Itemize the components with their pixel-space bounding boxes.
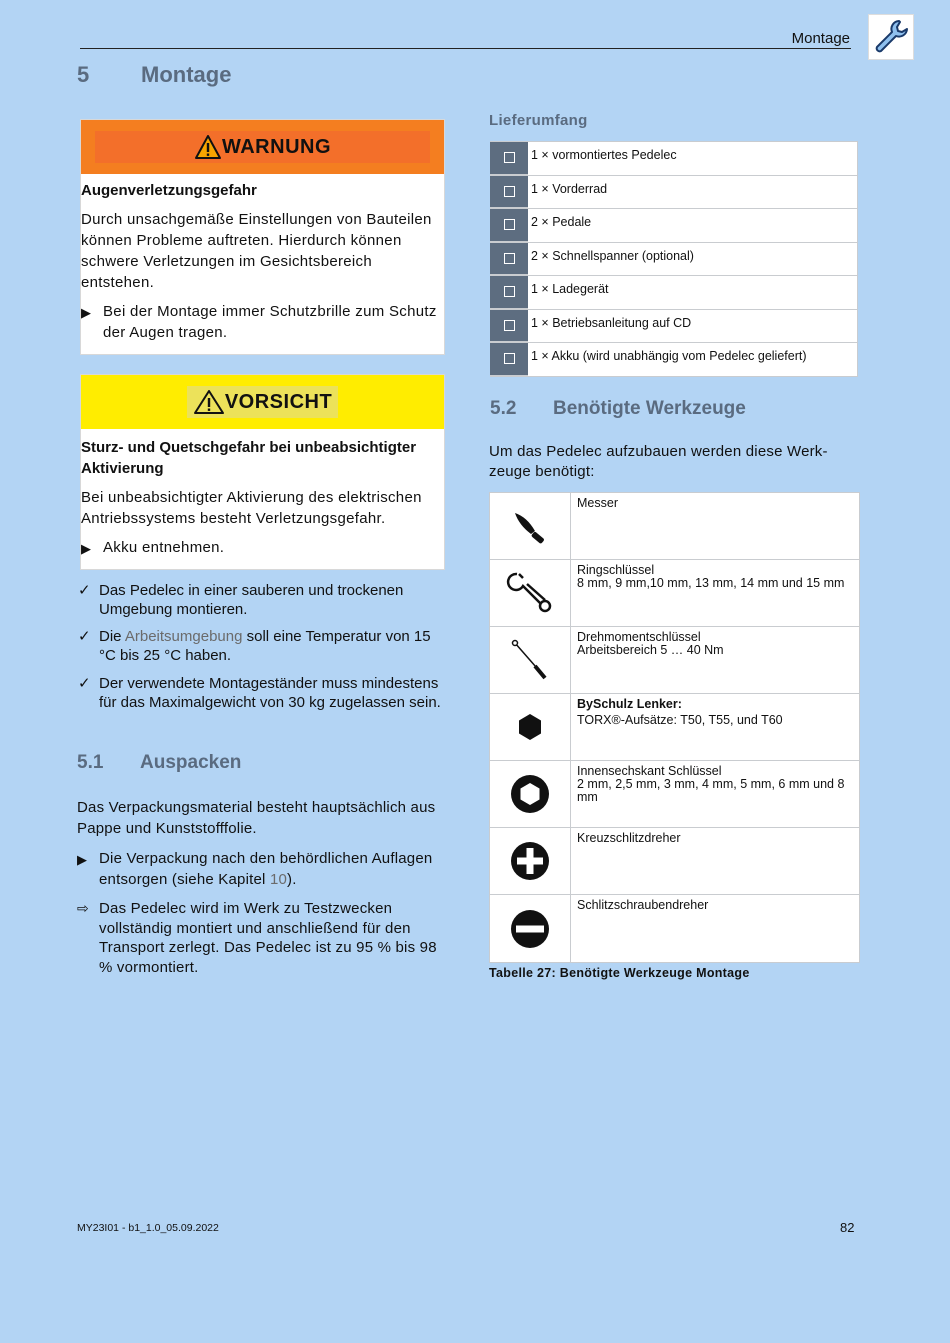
scope-item: 1 × Betriebsanleitung auf CD (528, 310, 858, 343)
checkbox-icon (504, 320, 515, 331)
tool-detail: 2 mm, 2,5 mm, 3 mm, 4 mm, 5 mm, 6 mm und 8 mm (577, 777, 845, 804)
tool-row (490, 694, 859, 761)
tool-name: Kreuzschlitzdreher (577, 831, 681, 845)
scope-row (490, 343, 858, 377)
chapter-number: 5 (77, 62, 90, 87)
caution-title: Sturz- und Quetschgefahr bei unbeabsichtigter Aktivierung (81, 439, 417, 477)
header-rule (80, 48, 851, 49)
action-arrow-icon: ▶ (81, 541, 92, 556)
section-heading-5-2 (490, 398, 746, 420)
tool-row (490, 560, 859, 627)
warning-action (81, 293, 444, 353)
knife-icon (505, 501, 555, 551)
checkmark-icon: ✓ (78, 675, 91, 692)
instruction-text: Die Verpackung nach den behördlichen Auflagen entsorgen (siehe Kapitel (99, 850, 433, 888)
warning-signal-word: WARNUNG (221, 135, 332, 158)
caution-signal-word: VORSICHT (224, 390, 333, 413)
torque-wrench-icon (505, 635, 555, 685)
scope-row (490, 209, 858, 243)
footer-page-number: 82 (840, 1220, 855, 1235)
scope-row (490, 310, 858, 344)
tool-name: BySchulz Lenker: (577, 697, 682, 711)
tools-table (489, 492, 860, 963)
requirement-text: Die (99, 628, 125, 645)
torx-icon (505, 702, 555, 752)
requirement-item (78, 674, 448, 712)
chapter-title: Montage (141, 62, 232, 87)
requirement-item (78, 627, 448, 665)
warning-action-text: Bei der Montage immer Schutzbrille zum Schutz der Augen tragen. (103, 303, 437, 341)
caution-action-text: Akku entnehmen. (103, 539, 225, 556)
scope-item: 2 × Pedale (528, 209, 858, 242)
phillips-screwdriver-icon (505, 836, 555, 886)
tool-row (490, 895, 859, 962)
checkbox-icon (504, 286, 515, 297)
hex-key-icon (505, 769, 555, 819)
result-text: Das Pedelec wird im Werk zu Testzwecken vollständig montiert und anschließend für den Transport zerlegt. Das Pedelec ist zu 95 % bis 98 % vormontiert. (99, 900, 437, 976)
slotted-screwdriver-icon (505, 904, 555, 954)
section-heading-5-1 (77, 752, 241, 774)
scope-item: 1 × Vorderrad (528, 176, 858, 209)
wrench-icon (868, 14, 914, 60)
paragraph: Das Verpackungsmaterial besteht hauptsächlich aus Pappe und Kunststofffolie. (77, 799, 436, 837)
section-number: 5.1 (77, 752, 104, 773)
tool-name: Innensechskant Schlüssel (577, 764, 722, 778)
checkmark-icon: ✓ (78, 628, 91, 645)
scope-row (490, 142, 858, 176)
scope-row (490, 176, 858, 210)
warning-box (80, 119, 445, 355)
tool-name: Drehmomentschlüssel (577, 630, 701, 644)
tool-name: Ringschlüssel (577, 563, 655, 577)
warning-header (81, 120, 444, 174)
tool-detail: TORX®-Aufsätze: T50, T55, und T60 (577, 713, 783, 727)
tool-row (490, 627, 859, 694)
table-caption: Tabelle 27: Benötigte Werkzeuge Montage (489, 966, 750, 980)
caution-text: Bei unbeabsichtigter Aktivierung des elektrischen Antriebssystems besteht Verletzungsgefahr. (81, 489, 422, 527)
paragraph: Um das Pedelec aufzubauen werden diese Werk-zeuge benötigt: (489, 443, 828, 480)
scope-item: 1 × Ladegerät (528, 276, 858, 309)
scope-item: 1 × vormontiertes Pedelec (528, 142, 858, 175)
chapter-10-link[interactable]: 10 (269, 871, 288, 888)
tool-detail: Arbeitsbereich 5 … 40 Nm (577, 643, 724, 657)
instruction-text: ). (287, 871, 297, 888)
checkbox-icon (504, 353, 515, 364)
instruction-step (77, 848, 447, 890)
tool-detail: 8 mm, 9 mm,10 mm, 13 mm, 14 mm und 15 mm (577, 576, 845, 590)
tool-row (490, 761, 859, 828)
section-number: 5.2 (490, 398, 517, 419)
requirement-text: Der verwendete Montageständer muss mindestens für das Maximalgewicht von 30 kg zugelassen sein. (99, 675, 441, 711)
caution-box (80, 374, 445, 570)
checkmark-icon: ✓ (78, 582, 91, 599)
scope-title: Lieferumfang (489, 112, 588, 129)
scope-row (490, 276, 858, 310)
checkbox-icon (504, 219, 515, 230)
checkbox-icon (504, 152, 515, 163)
tool-name: Messer (577, 496, 618, 510)
caution-action (81, 529, 444, 569)
warning-triangle-icon (193, 389, 225, 415)
arbeitsumgebung-link[interactable]: Arbeitsumgebung (124, 628, 243, 645)
section-title: Auspacken (140, 752, 242, 773)
footer-doc-id: MY23I01 - b1_1.0_05.09.2022 (77, 1222, 219, 1234)
action-arrow-icon: ▶ (81, 305, 92, 320)
action-arrow-icon: ▶ (77, 852, 88, 867)
tool-row (490, 828, 859, 895)
scope-item: 2 × Schnellspanner (optional) (528, 243, 858, 276)
tool-row (490, 493, 859, 560)
result-item (77, 899, 447, 977)
result-arrow-icon: ⇨ (77, 900, 89, 916)
chapter-heading (77, 62, 231, 88)
tool-name: Schlitzschraubendreher (577, 898, 709, 912)
ring-spanner-icon (505, 568, 555, 618)
checkbox-icon (504, 253, 515, 264)
scope-item: 1 × Akku (wird unabhängig vom Pedelec geliefert) (528, 343, 858, 376)
requirement-item (78, 581, 448, 619)
requirement-text: soll eine Temperatur von 15 °C bis 25 °C haben. (99, 628, 431, 664)
requirement-text: Das Pedelec in einer sauberen und trockenen Umgebung montieren. (99, 582, 404, 618)
running-header-title: Montage (791, 30, 850, 47)
warning-title: Augenverletzungsgefahr (81, 182, 257, 199)
scope-table (490, 141, 858, 377)
warning-triangle-icon (194, 134, 222, 160)
section-title: Benötigte Werkzeuge (553, 398, 746, 419)
checkbox-icon (504, 186, 515, 197)
warning-text: Durch unsachgemäße Einstellungen von Bauteilen können Probleme auftreten. Hierdurch können schwere Verletzungen im Gesichtsbereich entstehen. (81, 211, 432, 291)
scope-row (490, 243, 858, 277)
caution-header (81, 375, 444, 429)
